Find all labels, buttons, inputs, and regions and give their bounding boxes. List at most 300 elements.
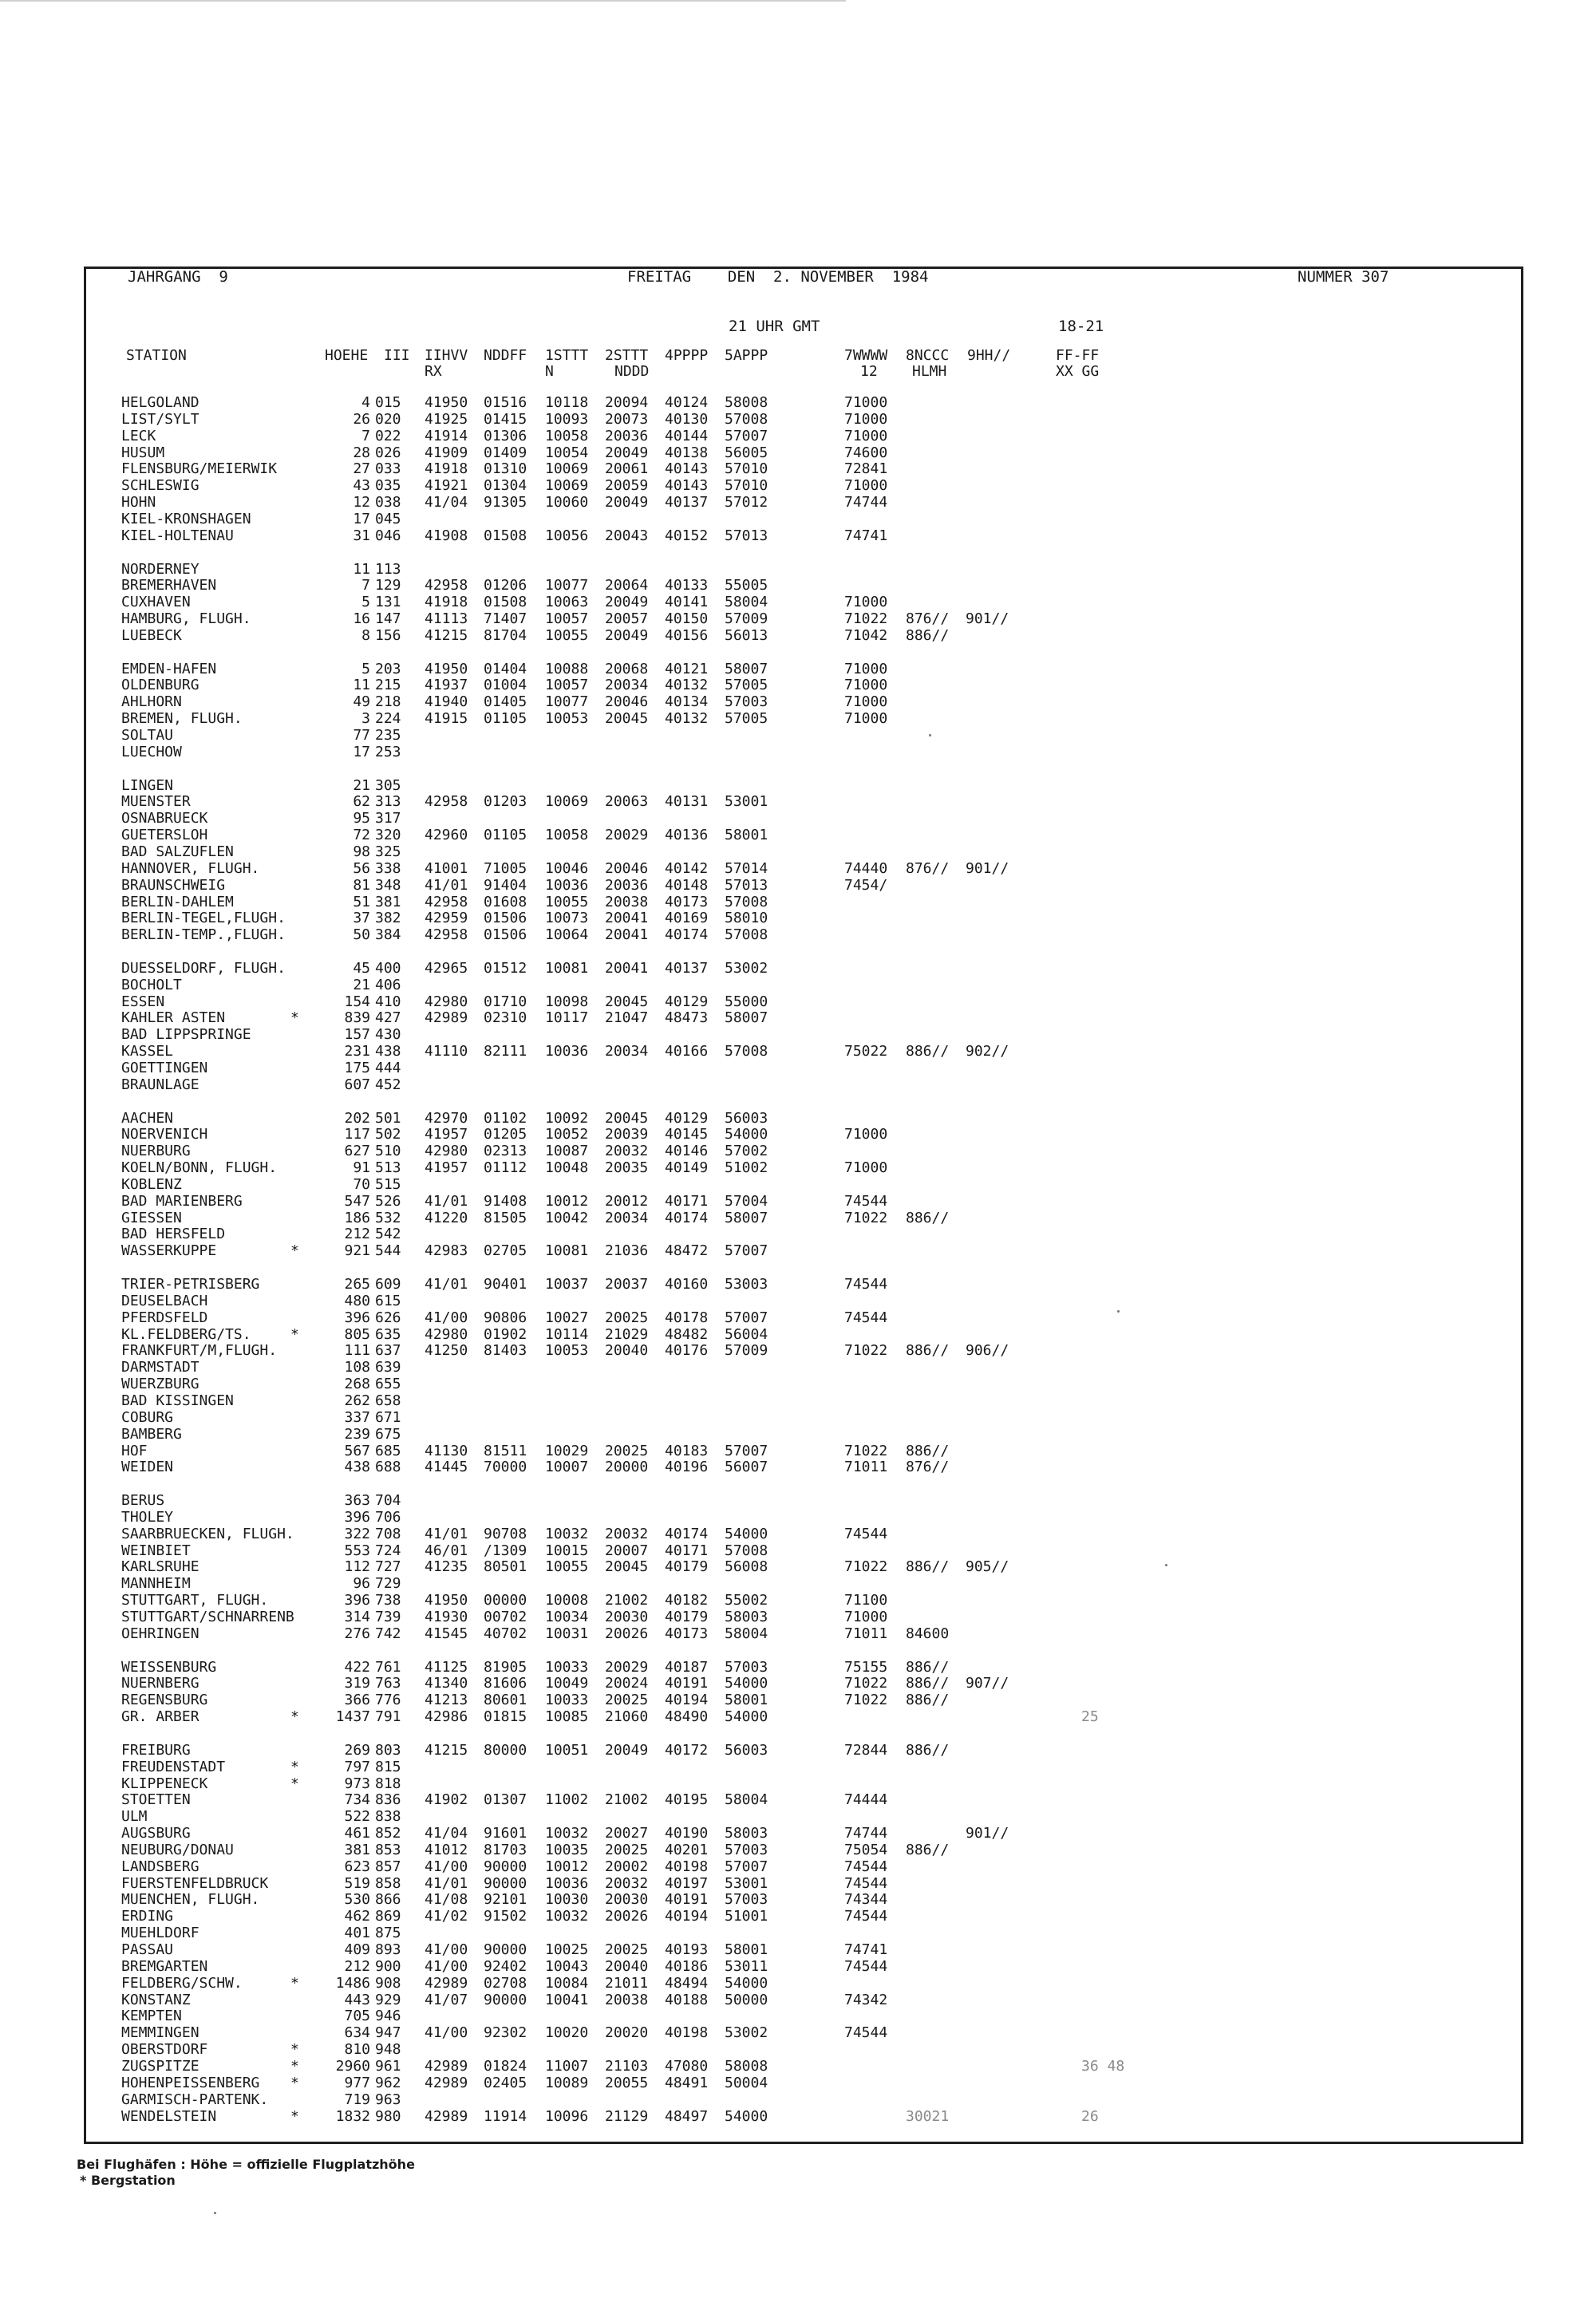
group-2sttt: 20026 xyxy=(605,1625,649,1642)
station-height: 567 xyxy=(344,1443,370,1459)
group-1sttt: 10027 xyxy=(545,1309,589,1326)
group-1sttt: 10032 xyxy=(545,1908,589,1925)
col-7wwww-sub: 12 xyxy=(860,363,878,380)
group-1sttt: 10008 xyxy=(545,1592,589,1609)
station-index: 501 xyxy=(375,1110,401,1127)
mountain-marker: * xyxy=(290,1242,299,1259)
station-index: 858 xyxy=(375,1875,401,1892)
group-7wwww: 74744 xyxy=(844,494,888,511)
group-nddff: 90000 xyxy=(484,1941,527,1958)
station-height: 810 xyxy=(344,2041,370,2058)
group-4pppp: 40150 xyxy=(665,610,709,627)
group-4pppp: 40198 xyxy=(665,2024,709,2041)
station-index: 022 xyxy=(375,428,401,444)
group-1sttt: 10063 xyxy=(545,594,589,610)
station-name: BERLIN-DAHLEM xyxy=(121,894,234,910)
group-1sttt: 10034 xyxy=(545,1609,589,1625)
group-iihvv: 41001 xyxy=(425,860,468,877)
station-index: 946 xyxy=(375,2008,401,2024)
station-height: 530 xyxy=(344,1891,370,1908)
group-4pppp: 40182 xyxy=(665,1592,709,1609)
station-height: 363 xyxy=(344,1492,370,1509)
station-height: 81 xyxy=(353,877,370,894)
group-iihvv: 41/01 xyxy=(425,1276,468,1293)
group-4pppp: 40143 xyxy=(665,460,709,477)
group-7wwww: 74544 xyxy=(844,1193,888,1210)
group-1sttt: 10046 xyxy=(545,860,589,877)
station-height: 1832 xyxy=(335,2108,370,2125)
station-height: 396 xyxy=(344,1592,370,1609)
group-2sttt: 20034 xyxy=(605,677,649,693)
group-7wwww: 74544 xyxy=(844,2024,888,2041)
station-name: NUERBURG xyxy=(121,1143,191,1159)
group-1sttt: 10088 xyxy=(545,661,589,677)
col-4pppp: 4PPPP xyxy=(665,347,709,364)
group-iihvv: 41/01 xyxy=(425,1875,468,1892)
group-9hh: 901// xyxy=(966,860,1009,877)
station-name: HANNOVER, FLUGH. xyxy=(121,860,260,877)
group-iihvv: 41950 xyxy=(425,394,468,411)
group-1sttt: 10069 xyxy=(545,793,589,810)
group-iihvv: 41110 xyxy=(425,1043,468,1060)
group-4pppp: 40194 xyxy=(665,1908,709,1925)
group-7wwww: 71000 xyxy=(844,594,888,610)
group-8nccc: 886// xyxy=(906,1692,950,1708)
group-4pppp: 48490 xyxy=(665,1708,709,1725)
station-index: 729 xyxy=(375,1575,401,1592)
group-7wwww: 71000 xyxy=(844,677,888,693)
group-5appp: 57003 xyxy=(725,1842,768,1858)
group-5appp: 57008 xyxy=(725,411,768,428)
group-1sttt: 10087 xyxy=(545,1143,589,1159)
group-nddff: 01105 xyxy=(484,710,527,727)
group-7wwww: 71022 xyxy=(844,1210,888,1226)
group-nddff: 81505 xyxy=(484,1210,527,1226)
group-iihvv: 41235 xyxy=(425,1558,468,1575)
group-8nccc: 886// xyxy=(906,1558,950,1575)
station-name: GARMISCH-PARTENK. xyxy=(121,2091,269,2108)
group-7wwww: 74741 xyxy=(844,1941,888,1958)
station-index: 929 xyxy=(375,1992,401,2008)
group-1sttt: 10032 xyxy=(545,1526,589,1542)
group-1sttt: 10069 xyxy=(545,460,589,477)
group-4pppp: 40172 xyxy=(665,1742,709,1759)
group-4pppp: 48473 xyxy=(665,1009,709,1026)
group-iihvv: 41250 xyxy=(425,1342,468,1359)
station-index: 038 xyxy=(375,494,401,511)
station-index: 875 xyxy=(375,1925,401,1941)
station-index: 688 xyxy=(375,1459,401,1475)
group-1sttt: 10092 xyxy=(545,1110,589,1127)
group-5appp: 57010 xyxy=(725,477,768,494)
station-height: 12 xyxy=(353,494,370,511)
group-1sttt: 10025 xyxy=(545,1941,589,1958)
group-1sttt: 10114 xyxy=(545,1326,589,1343)
group-iihvv: 41950 xyxy=(425,661,468,677)
group-1sttt: 10036 xyxy=(545,877,589,894)
group-5appp: 58007 xyxy=(725,1009,768,1026)
group-1sttt: 10055 xyxy=(545,1558,589,1575)
station-index: 675 xyxy=(375,1426,401,1443)
station-name: MEMMINGEN xyxy=(121,2024,200,2041)
group-1sttt: 10041 xyxy=(545,1992,589,2008)
group-2sttt: 21060 xyxy=(605,1708,649,1725)
group-2sttt: 21036 xyxy=(605,1242,649,1259)
station-height: 805 xyxy=(344,1326,370,1343)
station-name: LUEBECK xyxy=(121,627,182,644)
station-index: 381 xyxy=(375,894,401,910)
col-7wwww: 7WWWW xyxy=(844,347,888,364)
group-5appp: 53011 xyxy=(725,1958,768,1975)
group-iihvv: 42959 xyxy=(425,910,468,926)
group-2sttt: 20040 xyxy=(605,1958,649,1975)
col-iihvv: IIHVV xyxy=(425,347,468,364)
mountain-marker: * xyxy=(290,2108,299,2125)
group-iihvv: 42980 xyxy=(425,993,468,1010)
group-4pppp: 40131 xyxy=(665,793,709,810)
station-name: MUEHLDORF xyxy=(121,1925,200,1941)
group-1sttt: 10073 xyxy=(545,910,589,926)
station-name: KARLSRUHE xyxy=(121,1558,200,1575)
group-4pppp: 40176 xyxy=(665,1342,709,1359)
station-height: 21 xyxy=(353,777,370,794)
group-2sttt: 20057 xyxy=(605,610,649,627)
station-index: 513 xyxy=(375,1159,401,1176)
station-index: 708 xyxy=(375,1526,401,1542)
station-index: 655 xyxy=(375,1376,401,1392)
group-1sttt: 10055 xyxy=(545,627,589,644)
group-iihvv: 42986 xyxy=(425,1708,468,1725)
group-7wwww: 74744 xyxy=(844,1825,888,1842)
station-name: HELGOLAND xyxy=(121,394,200,411)
group-1sttt: 10012 xyxy=(545,1193,589,1210)
group-1sttt: 10042 xyxy=(545,1210,589,1226)
station-index: 033 xyxy=(375,460,401,477)
col-8nccc: 8NCCC xyxy=(906,347,950,364)
group-2sttt: 20002 xyxy=(605,1858,649,1875)
group-7wwww: 71022 xyxy=(844,1342,888,1359)
group-2sttt: 20040 xyxy=(605,1342,649,1359)
group-1sttt: 10051 xyxy=(545,1742,589,1759)
group-5appp: 56004 xyxy=(725,1326,768,1343)
group-1sttt: 10058 xyxy=(545,428,589,444)
group-2sttt: 20094 xyxy=(605,394,649,411)
group-5appp: 55005 xyxy=(725,577,768,594)
station-index: 317 xyxy=(375,810,401,827)
group-7wwww: 71000 xyxy=(844,428,888,444)
group-iihvv: 42989 xyxy=(425,2058,468,2075)
group-7wwww: 71022 xyxy=(844,1692,888,1708)
group-ffff: 36 48 xyxy=(1081,2058,1125,2075)
group-8nccc: 886// xyxy=(906,1443,950,1459)
group-1sttt: 10035 xyxy=(545,1842,589,1858)
station-index: 836 xyxy=(375,1791,401,1808)
group-7wwww: 71000 xyxy=(844,1159,888,1176)
station-name: KOELN/BONN, FLUGH. xyxy=(121,1159,278,1176)
station-name: OSNABRUECK xyxy=(121,810,208,827)
group-5appp: 54000 xyxy=(725,1675,768,1692)
group-2sttt: 20041 xyxy=(605,960,649,977)
group-1sttt: 10093 xyxy=(545,411,589,428)
group-2sttt: 20034 xyxy=(605,1210,649,1226)
group-iihvv: 41908 xyxy=(425,527,468,544)
group-7wwww: 71022 xyxy=(844,610,888,627)
station-index: 866 xyxy=(375,1891,401,1908)
group-1sttt: 10032 xyxy=(545,1825,589,1842)
col-5appp: 5APPP xyxy=(725,347,768,364)
station-height: 231 xyxy=(344,1043,370,1060)
group-nddff: 01206 xyxy=(484,577,527,594)
station-height: 4 xyxy=(361,394,370,411)
group-4pppp: 40166 xyxy=(665,1043,709,1060)
group-iihvv: 42989 xyxy=(425,1009,468,1026)
station-name: GOETTINGEN xyxy=(121,1060,208,1076)
group-iihvv: 41/01 xyxy=(425,1526,468,1542)
station-name: HAMBURG, FLUGH. xyxy=(121,610,251,627)
group-4pppp: 40138 xyxy=(665,444,709,461)
station-height: 921 xyxy=(344,1242,370,1259)
group-5appp: 57007 xyxy=(725,1858,768,1875)
group-5appp: 58001 xyxy=(725,827,768,843)
station-index: 980 xyxy=(375,2108,401,2125)
group-5appp: 51002 xyxy=(725,1159,768,1176)
group-nddff: 02313 xyxy=(484,1143,527,1159)
group-1sttt: 10058 xyxy=(545,827,589,843)
station-height: 202 xyxy=(344,1110,370,1127)
group-2sttt: 20027 xyxy=(605,1825,649,1842)
station-index: 382 xyxy=(375,910,401,926)
station-name: KAHLER ASTEN xyxy=(121,1009,226,1026)
group-nddff: 01710 xyxy=(484,993,527,1010)
group-2sttt: 20020 xyxy=(605,2024,649,2041)
station-height: 50 xyxy=(353,926,370,943)
station-index: 444 xyxy=(375,1060,401,1076)
station-index: 869 xyxy=(375,1908,401,1925)
group-iihvv: 41957 xyxy=(425,1126,468,1143)
group-7wwww: 74344 xyxy=(844,1891,888,1908)
group-7wwww: 71000 xyxy=(844,477,888,494)
group-2sttt: 20049 xyxy=(605,1742,649,1759)
group-iihvv: 41/00 xyxy=(425,1941,468,1958)
station-height: 45 xyxy=(353,960,370,977)
group-5appp: 57012 xyxy=(725,494,768,511)
station-index: 857 xyxy=(375,1858,401,1875)
group-nddff: 01307 xyxy=(484,1791,527,1808)
group-4pppp: 40146 xyxy=(665,1143,709,1159)
group-1sttt: 10043 xyxy=(545,1958,589,1975)
station-index: 203 xyxy=(375,661,401,677)
group-iihvv: 41940 xyxy=(425,693,468,710)
group-1sttt: 10098 xyxy=(545,993,589,1010)
station-height: 268 xyxy=(344,1376,370,1392)
group-5appp: 58003 xyxy=(725,1609,768,1625)
station-name: AHLHORN xyxy=(121,693,182,710)
group-9hh: 906// xyxy=(966,1342,1009,1359)
group-5appp: 57003 xyxy=(725,1659,768,1676)
station-name: WASSERKUPPE xyxy=(121,1242,217,1259)
group-7wwww: 71022 xyxy=(844,1443,888,1459)
group-5appp: 54000 xyxy=(725,1526,768,1542)
group-5appp: 57008 xyxy=(725,894,768,910)
station-name: BREMGARTEN xyxy=(121,1958,208,1975)
station-height: 108 xyxy=(344,1359,370,1376)
station-index: 900 xyxy=(375,1958,401,1975)
station-index: 706 xyxy=(375,1509,401,1526)
station-index: 727 xyxy=(375,1558,401,1575)
group-4pppp: 40141 xyxy=(665,594,709,610)
group-nddff: 82111 xyxy=(484,1043,527,1060)
group-2sttt: 20034 xyxy=(605,1043,649,1060)
group-4pppp: 40152 xyxy=(665,527,709,544)
group-7wwww: 71000 xyxy=(844,1126,888,1143)
station-name: NEUBURG/DONAU xyxy=(121,1842,234,1858)
group-8nccc: 886// xyxy=(906,1043,950,1060)
group-2sttt: 20024 xyxy=(605,1675,649,1692)
col-2sttt-sub: NDDD xyxy=(614,363,650,380)
col-iihvv-sub: RX xyxy=(425,363,442,380)
group-2sttt: 20025 xyxy=(605,1309,649,1326)
station-name: MUENCHEN, FLUGH. xyxy=(121,1891,260,1908)
group-1sttt: 10029 xyxy=(545,1443,589,1459)
group-7wwww: 71011 xyxy=(844,1625,888,1642)
station-name: DUESSELDORF, FLUGH. xyxy=(121,960,286,977)
station-index: 763 xyxy=(375,1675,401,1692)
station-index: 224 xyxy=(375,710,401,727)
station-index: 838 xyxy=(375,1808,401,1825)
group-2sttt: 20041 xyxy=(605,910,649,926)
group-8nccc: 886// xyxy=(906,1675,950,1692)
group-7wwww: 74544 xyxy=(844,1858,888,1875)
group-4pppp: 40171 xyxy=(665,1193,709,1210)
group-4pppp: 48494 xyxy=(665,1975,709,1992)
group-nddff: /1309 xyxy=(484,1542,527,1559)
station-height: 3 xyxy=(361,710,370,727)
group-4pppp: 40179 xyxy=(665,1609,709,1625)
station-height: 157 xyxy=(344,1026,370,1043)
station-index: 948 xyxy=(375,2041,401,2058)
group-2sttt: 20025 xyxy=(605,1443,649,1459)
station-name: LECK xyxy=(121,428,156,444)
station-index: 526 xyxy=(375,1193,401,1210)
group-iihvv: 41/00 xyxy=(425,1858,468,1875)
station-height: 381 xyxy=(344,1842,370,1858)
group-1sttt: 10036 xyxy=(545,1875,589,1892)
group-iihvv: 41/01 xyxy=(425,1193,468,1210)
station-index: 305 xyxy=(375,777,401,794)
group-iihvv: 41921 xyxy=(425,477,468,494)
group-4pppp: 48482 xyxy=(665,1326,709,1343)
station-index: 410 xyxy=(375,993,401,1010)
group-5appp: 57007 xyxy=(725,1309,768,1326)
group-5appp: 57009 xyxy=(725,610,768,627)
group-iihvv: 41937 xyxy=(425,677,468,693)
group-nddff: 02310 xyxy=(484,1009,527,1026)
group-4pppp: 48497 xyxy=(665,2108,709,2125)
station-index: 739 xyxy=(375,1609,401,1625)
group-nddff: 01105 xyxy=(484,827,527,843)
station-name: FLENSBURG/MEIERWIK xyxy=(121,460,278,477)
station-index: 400 xyxy=(375,960,401,977)
station-index: 853 xyxy=(375,1842,401,1858)
group-4pppp: 40190 xyxy=(665,1825,709,1842)
station-name: GR. ARBER xyxy=(121,1708,200,1725)
group-iihvv: 41/08 xyxy=(425,1891,468,1908)
group-5appp: 57007 xyxy=(725,1242,768,1259)
group-4pppp: 40137 xyxy=(665,960,709,977)
group-5appp: 57008 xyxy=(725,1542,768,1559)
group-2sttt: 20041 xyxy=(605,926,649,943)
group-nddff: 81511 xyxy=(484,1443,527,1459)
station-index: 742 xyxy=(375,1625,401,1642)
group-2sttt: 21103 xyxy=(605,2058,649,2075)
col-1sttt: 1STTT xyxy=(545,347,589,364)
station-name: BREMERHAVEN xyxy=(121,577,217,594)
group-2sttt: 20039 xyxy=(605,1126,649,1143)
group-2sttt: 20030 xyxy=(605,1891,649,1908)
group-nddff: 00702 xyxy=(484,1609,527,1625)
group-1sttt: 10060 xyxy=(545,494,589,511)
group-2sttt: 20045 xyxy=(605,1110,649,1127)
station-name: SAARBRUECKEN, FLUGH. xyxy=(121,1526,294,1542)
station-height: 31 xyxy=(353,527,370,544)
group-nddff: 91408 xyxy=(484,1193,527,1210)
station-index: 908 xyxy=(375,1975,401,1992)
group-5appp: 57008 xyxy=(725,926,768,943)
group-nddff: 81606 xyxy=(484,1675,527,1692)
group-7wwww: 72844 xyxy=(844,1742,888,1759)
group-4pppp: 40132 xyxy=(665,677,709,693)
station-height: 51 xyxy=(353,894,370,910)
group-iihvv: 42958 xyxy=(425,894,468,910)
group-nddff: 11914 xyxy=(484,2108,527,2125)
group-4pppp: 40197 xyxy=(665,1875,709,1892)
group-ffff: 26 xyxy=(1081,2108,1099,2125)
group-nddff: 90000 xyxy=(484,1858,527,1875)
station-height: 265 xyxy=(344,1276,370,1293)
group-nddff: 01508 xyxy=(484,594,527,610)
group-nddff: 01404 xyxy=(484,661,527,677)
station-name: FREIBURG xyxy=(121,1742,191,1759)
station-name: HUSUM xyxy=(121,444,165,461)
group-8nccc: 876// xyxy=(906,610,950,627)
mountain-marker: * xyxy=(290,1009,299,1026)
station-height: 72 xyxy=(353,827,370,843)
group-5appp: 54000 xyxy=(725,1975,768,1992)
station-index: 962 xyxy=(375,2075,401,2091)
speck xyxy=(929,734,931,736)
group-2sttt: 20043 xyxy=(605,527,649,544)
group-1sttt: 10031 xyxy=(545,1625,589,1642)
group-4pppp: 40174 xyxy=(665,1526,709,1542)
mountain-marker: * xyxy=(290,1975,299,1992)
group-7wwww: 71000 xyxy=(844,394,888,411)
group-iihvv: 42989 xyxy=(425,1975,468,1992)
station-name: PFERDSFELD xyxy=(121,1309,208,1326)
station-name: MANNHEIM xyxy=(121,1575,191,1592)
station-name: ZUGSPITZE xyxy=(121,2058,200,2075)
issue-number: NUMMER 307 xyxy=(1298,268,1389,286)
group-2sttt: 20025 xyxy=(605,1941,649,1958)
group-nddff: 01506 xyxy=(484,910,527,926)
col-2sttt: 2STTT xyxy=(605,347,649,364)
group-5appp: 58004 xyxy=(725,594,768,610)
group-7wwww: 74342 xyxy=(844,1992,888,2008)
group-2sttt: 20030 xyxy=(605,1609,649,1625)
group-7wwww: 71042 xyxy=(844,627,888,644)
station-index: 658 xyxy=(375,1392,401,1409)
station-height: 154 xyxy=(344,993,370,1010)
group-nddff: 91601 xyxy=(484,1825,527,1842)
